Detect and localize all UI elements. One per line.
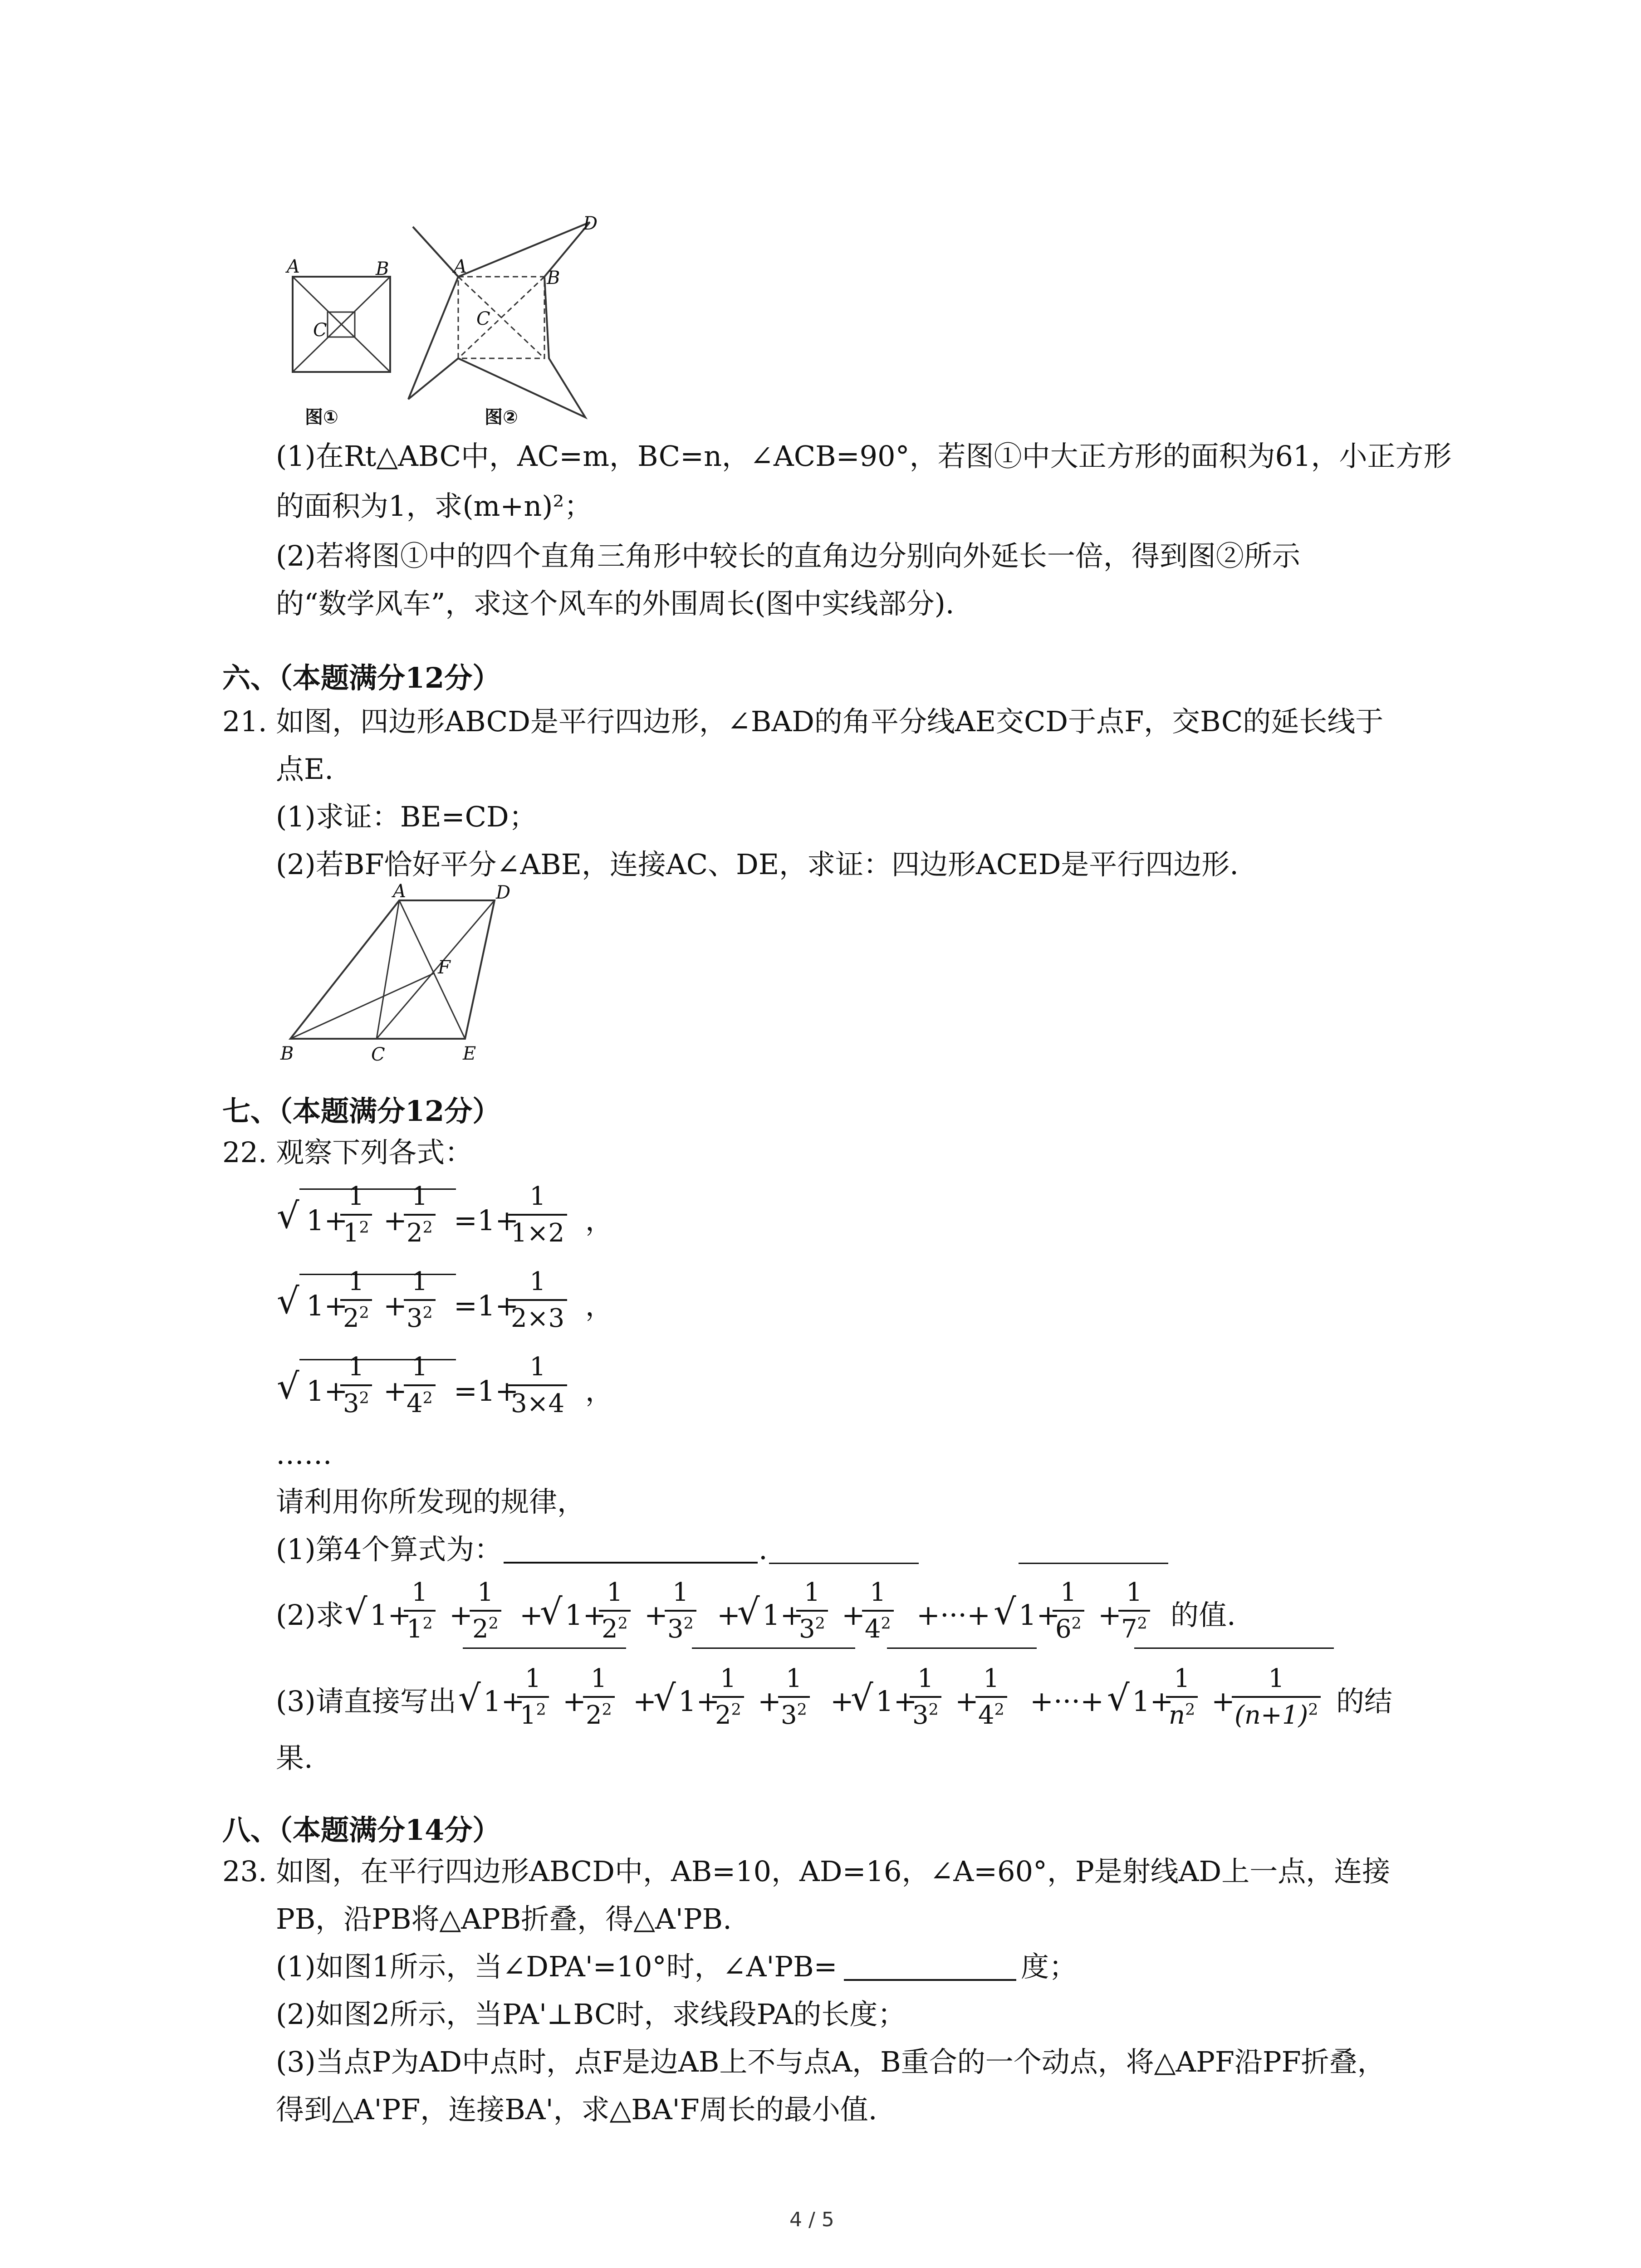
dots-plus: +···+ (916, 1598, 991, 1632)
term-one-plus: 1+ (565, 1598, 607, 1632)
sqrt-sign: √ (277, 1196, 299, 1237)
radical-vinculum (692, 1647, 855, 1649)
comma: ， (585, 1204, 614, 1237)
q20-part2-line1: (2)若将图①中的四个直角三角形中较长的直角边分别向外延长一倍，得到图②所示 (276, 539, 1300, 572)
plus-sign: + (383, 1289, 407, 1322)
plus-sign: + (830, 1685, 854, 1718)
fraction: 1 2×3 (508, 1267, 567, 1333)
plus-sign: + (955, 1685, 979, 1718)
fig1-label-c: C (313, 320, 327, 341)
fraction: 1 1×2 (508, 1182, 567, 1248)
term-one-plus: 1+ (306, 1204, 348, 1237)
q23-line2: PB，沿PB将△APB折叠，得△A'PB. (276, 1902, 732, 1936)
q23-part1-unit: 度； (1021, 1950, 1078, 1983)
fig1-label-a: A (287, 256, 300, 277)
q22-intro: 22. 观察下列各式： (222, 1136, 473, 1169)
radical-vinculum (769, 1563, 919, 1564)
q22-part1-answer-blank[interactable] (504, 1562, 758, 1564)
fraction: 1 3×4 (508, 1352, 567, 1418)
q20-part1-line1: (1)在Rt△ABC中，AC=m，BC=n，∠ACB=90°，若图①中大正方形的面积为61，小正方形 (276, 440, 1452, 473)
plus-sign: + (563, 1685, 586, 1718)
fig2-label-b: B (547, 268, 560, 288)
sqrt-sign: √ (277, 1366, 299, 1407)
q23-part1-answer-blank[interactable] (844, 1979, 1016, 1981)
equals-one-plus: =1+ (454, 1289, 519, 1322)
dots-plus: +···+ (1030, 1685, 1104, 1718)
sqrt-sign: √ (458, 1678, 481, 1719)
fraction: 1 $3^2$ (404, 1267, 436, 1333)
plus-sign: + (449, 1598, 473, 1632)
fraction: 1 $3^2$ (778, 1664, 810, 1730)
fraction: 1 $4^2$ (862, 1578, 894, 1644)
q21-label-d: D (496, 882, 511, 903)
equals-one-plus: =1+ (454, 1374, 519, 1408)
sqrt-sign: √ (994, 1592, 1016, 1633)
fig2-label-d: D (583, 213, 598, 234)
plus-sign: + (842, 1598, 865, 1632)
fraction: 1 $2^2$ (340, 1267, 372, 1333)
sqrt-sign: √ (345, 1592, 367, 1633)
q23-part1: (1)如图1所示，当∠DPA'=10°时，∠A'PB= (276, 1950, 838, 1983)
fig2-label-a: A (454, 256, 467, 277)
fraction: 1 $3^2$ (910, 1664, 941, 1730)
fraction: 1 $3^2$ (340, 1352, 372, 1418)
fraction: 1 $7^2$ (1118, 1578, 1150, 1644)
radical-vinculum (463, 1647, 626, 1649)
fraction: 1 $(n+1)^2$ (1232, 1664, 1321, 1730)
q21-line1: 21. 如图，四边形ABCD是平行四边形，∠BAD的角平分线AE交CD于点F，交BC的延长线于 (222, 705, 1384, 738)
fraction: 1 $2^2$ (712, 1664, 744, 1730)
q22-part1: (1)第4个算式为： (276, 1533, 503, 1566)
q23-part2: (2)如图2所示，当PA'⊥BC时，求线段PA的长度； (276, 1998, 906, 2031)
fig1-label-b: B (376, 259, 389, 279)
plus-sign: + (1098, 1598, 1122, 1632)
term-one-plus: 1+ (370, 1598, 411, 1632)
q22-prompt: 请利用你所发现的规律， (276, 1485, 586, 1518)
plus-sign: + (717, 1598, 740, 1632)
section-8-heading: 八、（本题满分14分） (222, 1813, 501, 1847)
q21-part2: (2)若BF恰好平分∠ABE，连接AC、DE，求证：四边形ACED是平行四边形. (276, 848, 1239, 881)
fig1-caption: 图① (305, 407, 338, 428)
q21-label-c: C (371, 1044, 385, 1065)
plus-sign: + (1211, 1685, 1235, 1718)
sqrt-sign: √ (277, 1281, 299, 1322)
q20-part2-line2: 的“数学风车”，求这个风车的外围周长(图中实线部分). (276, 587, 955, 620)
q21-part1: (1)求证：BE=CD； (276, 800, 537, 833)
q23-part3-line1: (3)当点P为AD中点时，点F是边AB上不与点A，B重合的一个动点，将△APF沿PF折叠， (276, 2045, 1386, 2078)
fraction: 1 $2^2$ (470, 1578, 501, 1644)
plus-sign: + (758, 1685, 781, 1718)
fraction: 1 $4^2$ (404, 1352, 436, 1418)
q20-part1-line2: 的面积为1，求(m+n)²； (276, 489, 593, 523)
plus-sign: + (644, 1598, 668, 1632)
section-6-heading: 六、（本题满分12分） (222, 661, 501, 694)
q22-part3-line2: 果. (276, 1741, 313, 1774)
q21-label-a: A (393, 881, 406, 902)
fraction: 1 $3^2$ (796, 1578, 828, 1644)
term-one-plus: 1+ (306, 1289, 348, 1322)
page-number: 4 / 5 (789, 2208, 834, 2231)
q22-part3-prefix: (3)请直接写出 (276, 1685, 456, 1718)
comma: ， (585, 1289, 614, 1322)
comma: ， (585, 1374, 614, 1408)
q22-part3-suffix: 的结 (1336, 1685, 1393, 1718)
term-one-plus: 1+ (1132, 1685, 1174, 1718)
section-7-heading: 七、（本题满分12分） (222, 1095, 501, 1128)
fig2-caption: 图② (485, 407, 518, 428)
fraction: 1 $6^2$ (1053, 1578, 1084, 1644)
fraction: 1 $1^2$ (340, 1182, 372, 1248)
fraction: 1 $2^2$ (599, 1578, 631, 1644)
term-one-plus: 1+ (876, 1685, 917, 1718)
q22-part2-prefix: (2)求 (276, 1598, 344, 1632)
radical-vinculum (887, 1647, 1037, 1649)
q23-part3-line2: 得到△A'PF，连接BA'，求△BA'F周长的最小值. (276, 2093, 877, 2126)
term-one-plus: 1+ (483, 1685, 525, 1718)
sqrt-sign: √ (737, 1592, 760, 1633)
plus-sign: + (633, 1685, 656, 1718)
term-one-plus: 1+ (306, 1374, 348, 1408)
sqrt-sign: √ (851, 1678, 873, 1719)
sqrt-sign: √ (653, 1678, 676, 1719)
term-one-plus: 1+ (762, 1598, 804, 1632)
term-one-plus: 1+ (678, 1685, 720, 1718)
q21-label-f: F (438, 957, 451, 978)
fraction: 1 $n^2$ (1166, 1664, 1198, 1730)
equals-one-plus: =1+ (454, 1204, 519, 1237)
term-one-plus: 1+ (1019, 1598, 1060, 1632)
fraction: 1 $4^2$ (975, 1664, 1007, 1730)
q22-part1-period: . (759, 1533, 768, 1566)
q21-label-e: E (463, 1043, 476, 1064)
q21-label-b: B (280, 1043, 294, 1064)
ellipsis: …… (276, 1437, 332, 1471)
q22-part2-suffix: 的值. (1171, 1598, 1236, 1632)
fraction: 1 $1^2$ (517, 1664, 549, 1730)
plus-sign: + (383, 1204, 407, 1237)
radical-vinculum (1019, 1563, 1168, 1564)
radical-vinculum (1134, 1647, 1334, 1649)
sqrt-sign: √ (1107, 1678, 1130, 1719)
plus-sign: + (519, 1598, 543, 1632)
q23-line1: 23. 如图，在平行四边形ABCD中，AB=10，AD=16，∠A=60°，P是射线AD上一点，连接 (222, 1855, 1391, 1888)
sqrt-sign: √ (540, 1592, 563, 1633)
plus-sign: + (383, 1374, 407, 1408)
fraction: 1 $3^2$ (665, 1578, 696, 1644)
fraction: 1 $1^2$ (404, 1578, 436, 1644)
fraction: 1 $2^2$ (404, 1182, 436, 1248)
fig2-label-c: C (476, 308, 490, 329)
q21-line2: 点E. (276, 753, 333, 786)
fraction: 1 $2^2$ (583, 1664, 615, 1730)
